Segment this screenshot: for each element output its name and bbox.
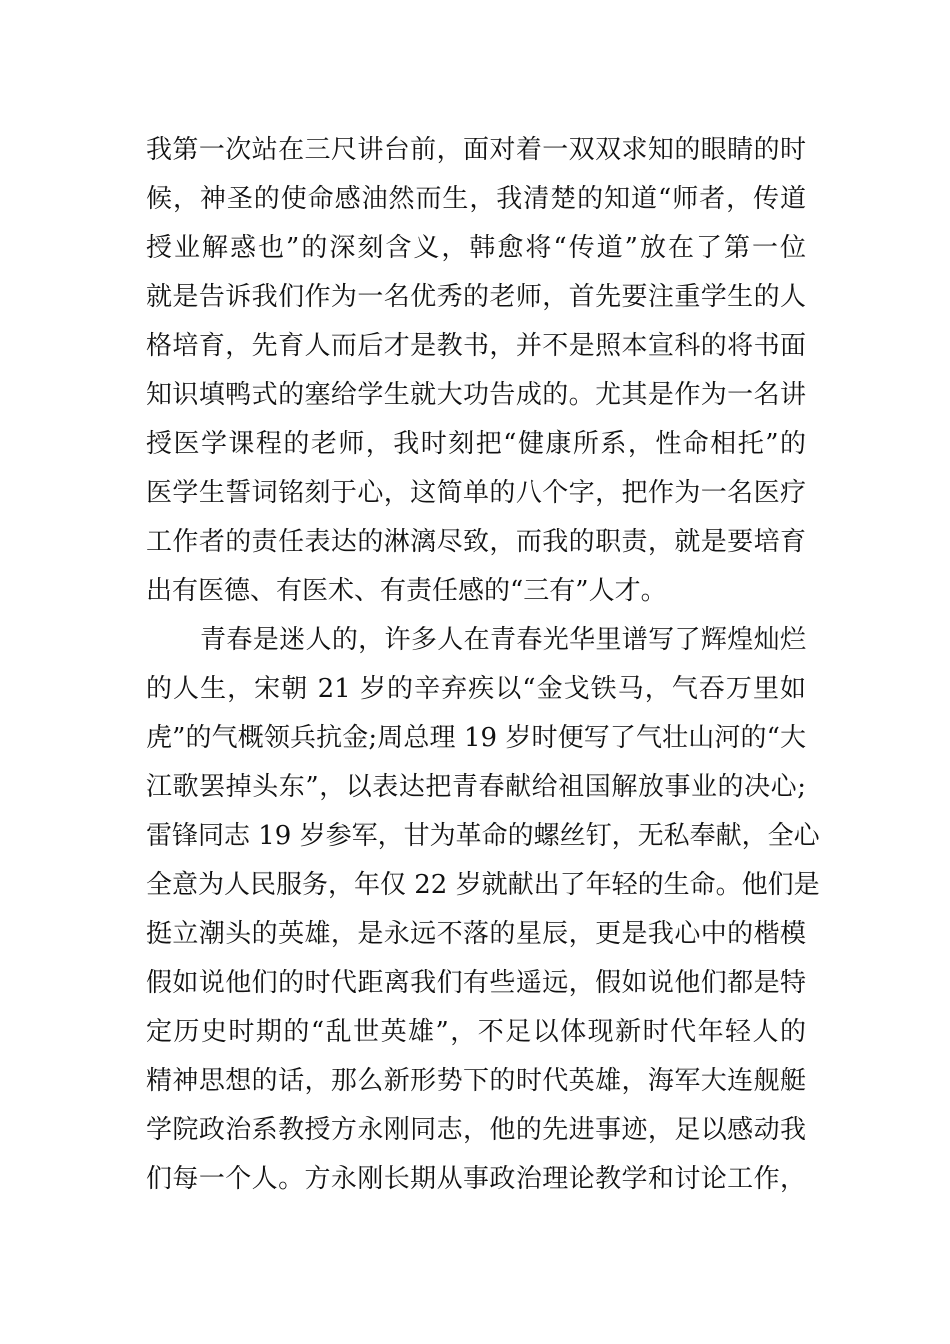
text-line: 工作者的责任表达的淋漓尽致，而我的职责，就是要培育 [146,527,806,557]
text-line: 授医学课程的老师，我时刻把“健康所系，性命相托”的 [146,429,806,459]
text-line: 全意为人民服务，年仅 22 岁就献出了年轻的生命。他们是 [146,870,820,900]
text-line: 格培育，先育人而后才是教书，并不是照本宣科的将书面 [146,331,806,361]
text-line: 知识填鸭式的塞给学生就大功告成的。尤其是作为一名讲 [146,380,806,410]
text-line: 精神思想的话，那么新形势下的时代英雄，海军大连舰艇 [146,1066,806,1096]
text-line: 挺立潮头的英雄，是永远不落的星辰，更是我心中的楷模 [146,919,806,949]
text-line: 假如说他们的时代距离我们有些遥远，假如说他们都是特 [146,968,806,998]
text-line: 就是告诉我们作为一名优秀的老师，首先要注重学生的人 [146,282,806,312]
text-line: 医学生誓词铭刻于心，这简单的八个字，把作为一名医疗 [146,478,806,508]
text-line: 们每一个人。方永刚长期从事政治理论教学和讨论工作， [146,1164,806,1194]
text-line: 青春是迷人的，许多人在青春光华里谱写了辉煌灿烂 [200,625,806,655]
text-line: 雷锋同志 19 岁参军，甘为革命的螺丝钉，无私奉献，全心 [146,821,820,851]
text-line: 江歌罢掉头东”，以表达把青春献给祖国解放事业的决心; [146,772,806,802]
text-line: 学院政治系教授方永刚同志，他的先进事迹，足以感动我 [146,1115,806,1145]
text-line: 候，神圣的使命感油然而生，我清楚的知道“师者，传道 [146,184,806,214]
text-line: 授业解惑也”的深刻含义，韩愈将“传道”放在了第一位 [146,233,806,263]
text-line: 的人生，宋朝 21 岁的辛弃疾以“金戈铁马，气吞万里如 [146,674,806,704]
body-text [146,126,820,1204]
text-line: 虎”的气概领兵抗金;周总理 19 岁时便写了气壮山河的“大 [146,723,806,753]
text-line: 我第一次站在三尺讲台前，面对着一双双求知的眼睛的时 [146,135,806,165]
text-line: 出有医德、有医术、有责任感的“三有”人才。 [146,576,667,606]
text-line: 定历史时期的“乱世英雄”，不足以体现新时代年轻人的 [146,1017,806,1047]
